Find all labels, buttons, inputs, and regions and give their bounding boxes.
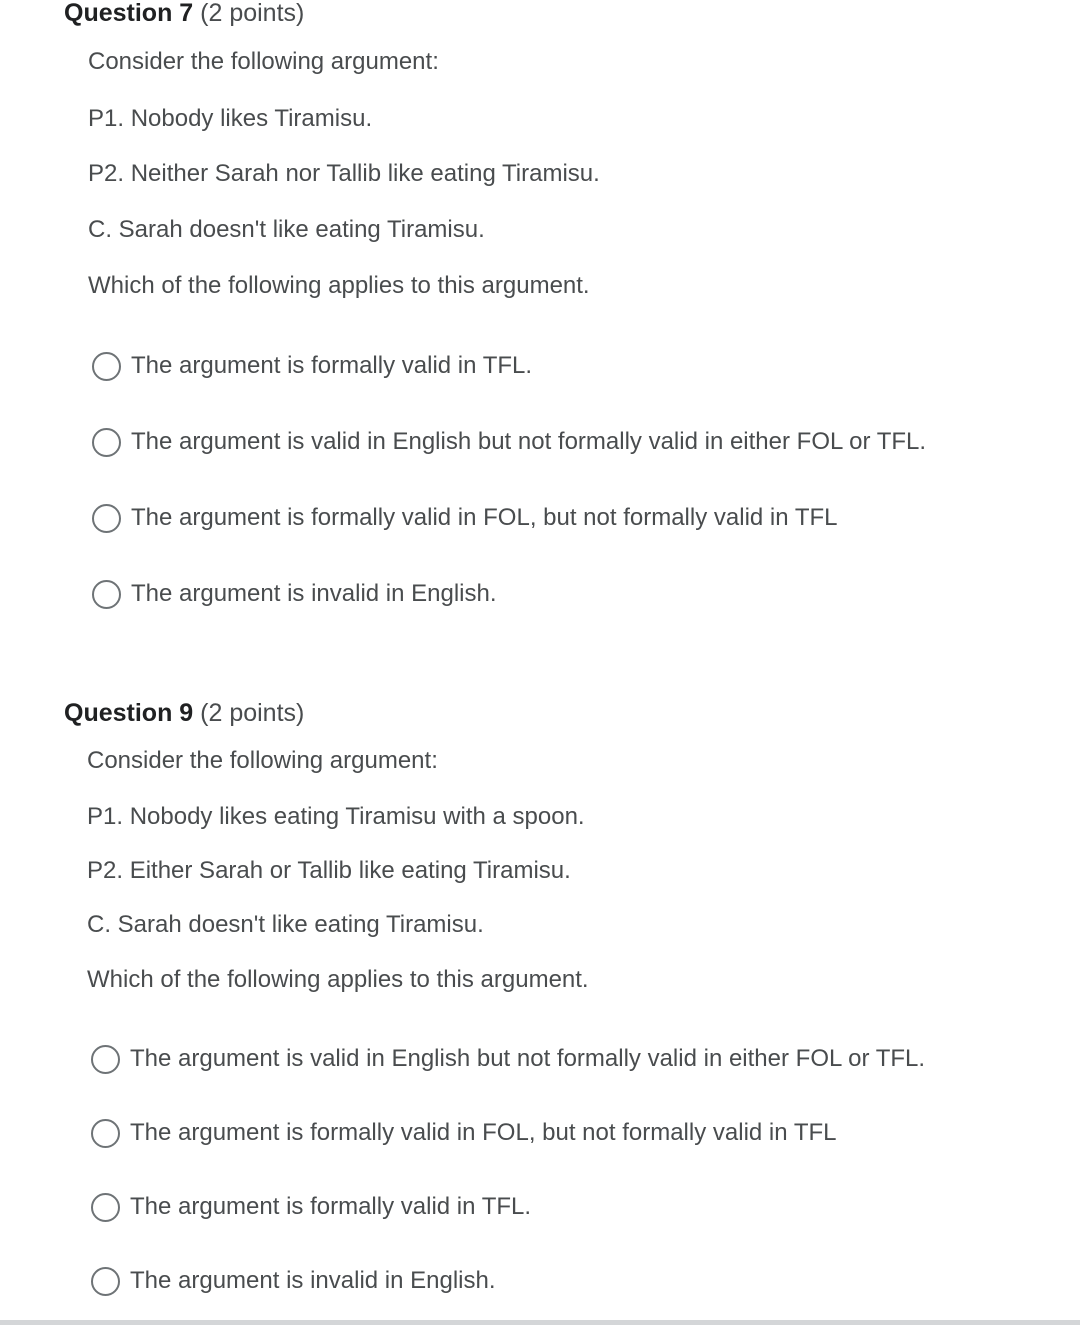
radio-button[interactable]	[92, 504, 121, 533]
question-intro: Consider the following argument:	[88, 48, 439, 75]
radio-button[interactable]	[92, 428, 121, 457]
answer-option[interactable]	[92, 577, 497, 611]
question-header	[64, 0, 304, 28]
answer-option[interactable]	[91, 1042, 925, 1076]
answer-option[interactable]	[92, 501, 838, 535]
option-label[interactable]: The argument is formally valid in FOL, but not formally valid in TFL	[131, 504, 838, 531]
question-header	[64, 698, 304, 728]
question-prompt: Which of the following applies to this argument.	[87, 966, 589, 993]
premise-2: P2. Either Sarah or Tallib like eating Tiramisu.	[87, 857, 571, 884]
radio-button[interactable]	[92, 352, 121, 381]
premise-1: P1. Nobody likes eating Tiramisu with a spoon.	[87, 803, 585, 830]
question-points: (2 points)	[200, 699, 305, 727]
answer-option[interactable]	[91, 1264, 496, 1298]
option-label[interactable]: The argument is formally valid in FOL, but not formally valid in TFL	[130, 1119, 837, 1146]
radio-button[interactable]	[91, 1045, 120, 1074]
question-title: Question 7	[64, 0, 194, 27]
premise-1: P1. Nobody likes Tiramisu.	[88, 105, 373, 132]
option-label[interactable]: The argument is invalid in English.	[130, 1267, 496, 1294]
question-intro: Consider the following argument:	[87, 747, 438, 774]
option-label[interactable]: The argument is invalid in English.	[131, 580, 497, 607]
answer-option[interactable]	[92, 425, 926, 459]
conclusion: C. Sarah doesn't like eating Tiramisu.	[87, 911, 484, 938]
question-points: (2 points)	[200, 0, 305, 27]
option-label[interactable]: The argument is valid in English but not formally valid in either FOL or TFL.	[130, 1045, 926, 1072]
question-title: Question 9	[64, 699, 194, 727]
answer-option[interactable]	[91, 1116, 837, 1150]
answer-option[interactable]	[92, 349, 532, 383]
option-label[interactable]: The argument is formally valid in TFL.	[130, 1193, 532, 1220]
radio-button[interactable]	[91, 1119, 120, 1148]
option-label[interactable]: The argument is formally valid in TFL.	[131, 352, 533, 379]
radio-button[interactable]	[92, 580, 121, 609]
conclusion: C. Sarah doesn't like eating Tiramisu.	[88, 216, 485, 243]
answer-option[interactable]	[91, 1190, 531, 1224]
option-label[interactable]: The argument is valid in English but not formally valid in either FOL or TFL.	[131, 428, 927, 455]
bottom-divider	[0, 1320, 1080, 1325]
question-prompt: Which of the following applies to this argument.	[88, 272, 590, 299]
radio-button[interactable]	[91, 1193, 120, 1222]
premise-2: P2. Neither Sarah nor Tallib like eating Tiramisu.	[88, 160, 600, 187]
radio-button[interactable]	[91, 1267, 120, 1296]
